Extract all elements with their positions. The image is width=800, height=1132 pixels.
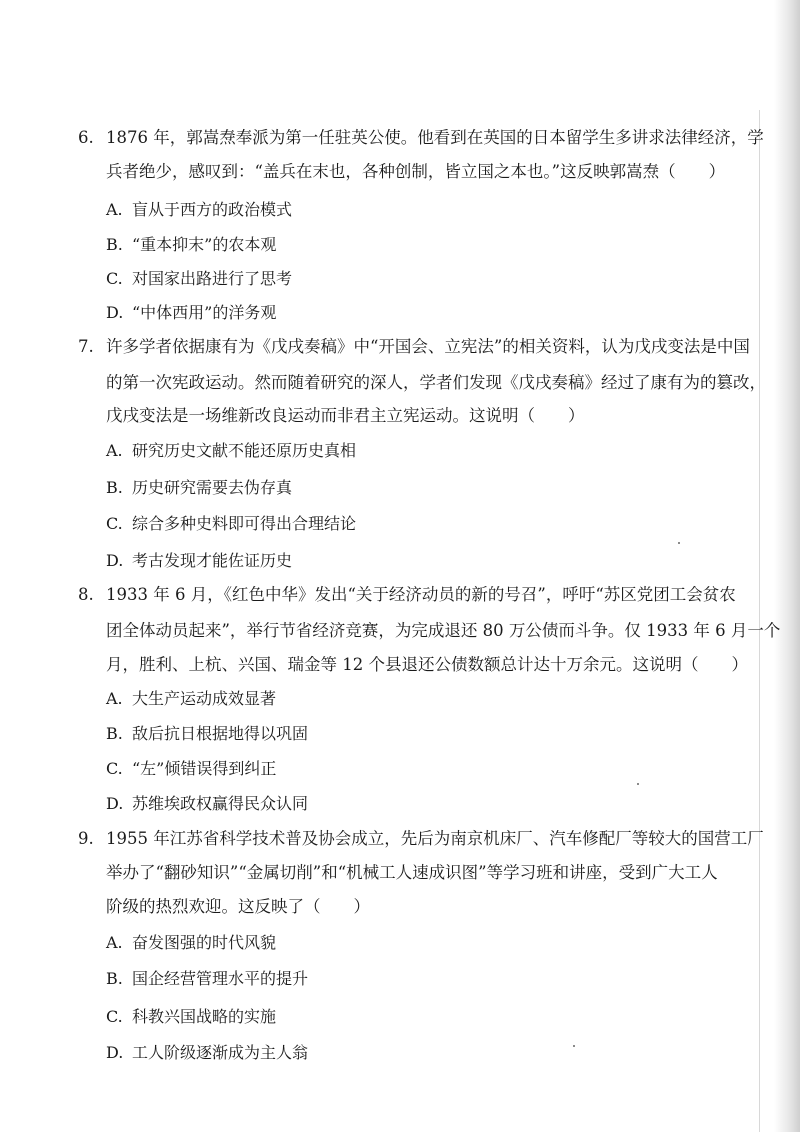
question-stem-line: 1933 年 6 月，《红色中华》发出“关于经济动员的新的号召”，呼吁“苏区党团工会贫农 bbox=[106, 585, 736, 604]
question-stem-line: 阶级的热烈欢迎。这反映了（ ） bbox=[106, 897, 370, 916]
option-text: 奋发图强的时代风貌 bbox=[132, 933, 277, 952]
question-stem-line: 举办了“翻砂知识”“金属切削”和“机械工人速成识图”等学习班和讲座，受到广大工人 bbox=[106, 863, 718, 882]
option-text: 大生产运动成效显著 bbox=[132, 689, 277, 708]
option-b bbox=[106, 968, 308, 990]
option-text: 考古发现才能佐证历史 bbox=[132, 551, 293, 570]
option-d bbox=[106, 1042, 308, 1064]
option-text: “左”倾错误得到纠正 bbox=[132, 759, 277, 778]
question-number: 6. bbox=[78, 128, 94, 147]
option-letter: A. bbox=[106, 689, 123, 708]
question-stem-line: 许多学者依据康有为《戊戌奏稿》中“开国会、立宪法”的相关资料，认为戊戌变法是中国 bbox=[106, 337, 750, 356]
option-letter: B. bbox=[106, 235, 123, 254]
option-b bbox=[106, 234, 276, 256]
question-stem-line: 1876 年，郭嵩焘奉派为第一任驻英公使。他看到在英国的日本留学生多讲求法律经济，学 bbox=[106, 128, 764, 147]
option-d bbox=[106, 550, 292, 572]
option-a bbox=[106, 688, 276, 710]
option-text: 历史研究需要去伪存真 bbox=[132, 478, 293, 497]
option-letter: C. bbox=[106, 1007, 123, 1026]
question-stem-line: 团全体动员起来”，举行节省经济竞赛，为完成退还 80 万公债而斗争。仅 1933 年 6 月一个 bbox=[106, 621, 781, 640]
option-letter: C. bbox=[106, 269, 123, 288]
question-number: 7. bbox=[78, 337, 94, 356]
question-stem-line: 兵者绝少，感叹到：“盖兵在末也，各种创制，皆立国之本也。”这反映郭嵩焘（ ） bbox=[106, 162, 726, 181]
question-stem-line: 1955 年江苏省科学技术普及协会成立，先后为南京机床厂、汽车修配厂等较大的国营工厂 bbox=[106, 829, 764, 848]
question-stem-line: 戊戌变法是一场维新改良运动而非君主立宪运动。这说明（ ） bbox=[106, 406, 585, 425]
option-text: 研究历史文献不能还原历史真相 bbox=[132, 441, 357, 460]
option-letter: A. bbox=[106, 441, 123, 460]
option-text: “中体西用”的洋务观 bbox=[132, 303, 277, 322]
option-text: 国企经营管理水平的提升 bbox=[132, 969, 309, 988]
option-letter: B. bbox=[106, 724, 123, 743]
option-text: 盲从于西方的政治模式 bbox=[132, 200, 293, 219]
option-text: 苏维埃政权赢得民众认同 bbox=[132, 794, 309, 813]
option-letter: B. bbox=[106, 969, 123, 988]
option-letter: C. bbox=[106, 514, 123, 533]
option-text: 敌后抗日根据地得以巩固 bbox=[132, 724, 309, 743]
question-stem-line: 月，胜利、上杭、兴国、瑞金等 12 个县退还公债数额总计达十万余元。这说明（ ） bbox=[106, 655, 748, 674]
scan-shadow-edge bbox=[774, 0, 800, 1132]
question-stem-line: 的第一次宪政运动。然而随着研究的深人，学者们发现《戊戌奏稿》经过了康有为的篡改， bbox=[106, 373, 766, 392]
option-text: 对国家出路进行了思考 bbox=[132, 269, 293, 288]
option-text: 综合多种史料即可得出合理结论 bbox=[132, 514, 357, 533]
option-letter: D. bbox=[106, 551, 124, 570]
option-letter: A. bbox=[106, 200, 123, 219]
question-number: 9. bbox=[78, 829, 94, 848]
option-letter: D. bbox=[106, 303, 124, 322]
option-b bbox=[106, 477, 292, 499]
option-d bbox=[106, 793, 308, 815]
option-text: 工人阶级逐渐成为主人翁 bbox=[132, 1043, 309, 1062]
option-letter: D. bbox=[106, 794, 124, 813]
option-d bbox=[106, 302, 276, 324]
option-text: 科教兴国战略的实施 bbox=[132, 1007, 277, 1026]
option-letter: B. bbox=[106, 478, 123, 497]
option-letter: D. bbox=[106, 1043, 124, 1062]
option-c bbox=[106, 758, 276, 780]
option-c bbox=[106, 268, 292, 290]
option-letter: C. bbox=[106, 759, 123, 778]
option-a bbox=[106, 932, 276, 954]
option-c bbox=[106, 1006, 276, 1028]
option-text: “重本抑末”的农本观 bbox=[132, 235, 277, 254]
option-a bbox=[106, 440, 356, 462]
option-b bbox=[106, 723, 308, 745]
question-number: 8. bbox=[78, 585, 94, 604]
option-c bbox=[106, 513, 356, 535]
option-a bbox=[106, 199, 292, 221]
option-letter: A. bbox=[106, 933, 123, 952]
